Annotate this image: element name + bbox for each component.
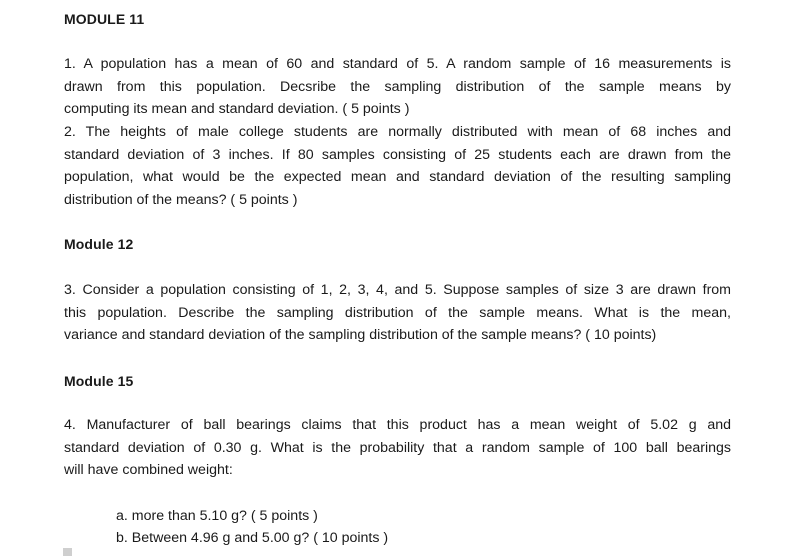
question-4-sub-b: b. Between 4.96 g and 5.00 g? ( 10 points ): [116, 530, 389, 546]
question-1-line: drawn from this population. Decsribe the sampling distribution of the sample means by: [64, 78, 731, 95]
question-1: [64, 53, 731, 121]
question-1-line: 1. A population has a mean of 60 and standard of 5. A random sample of 16 measurements is: [64, 56, 731, 72]
question-2-line: 2. The heights of male college students are normally distributed with mean of 68 inches and: [64, 124, 731, 140]
module-12-heading: Module 12: [64, 236, 134, 252]
question-2-line: population, what would be the expected mean and standard deviation of the resulting sampling: [64, 169, 731, 185]
question-3-line: 3. Consider a population consisting of 1, 2, 3, 4, and 5. Suppose samples of size 3 are drawn from: [64, 282, 731, 298]
question-4-sub-a: a. more than 5.10 g? ( 5 points ): [116, 508, 318, 524]
question-2-line: distribution of the means? ( 5 points ): [64, 191, 298, 208]
module-11-heading: MODULE 11: [64, 11, 145, 27]
question-3-line: this population. Describe the sampling distribution of the sample means. What is the mean,: [64, 304, 731, 321]
question-4: [64, 414, 731, 482]
margin-mark: [63, 548, 72, 556]
question-4-line: will have combined weight:: [64, 462, 233, 478]
question-1-line: computing its mean and standard deviation. ( 5 points ): [64, 101, 410, 117]
module-15-heading: Module 15: [64, 373, 134, 389]
question-4-line: standard deviation of 0.30 g. What is the probability that a random sample of 100 ball bearings: [64, 439, 731, 456]
question-2-line: standard deviation of 3 inches. If 80 samples consisting of 25 students each are drawn from the: [64, 146, 731, 163]
question-4-line: 4. Manufacturer of ball bearings claims that this product has a mean weight of 5.02 g and: [64, 417, 731, 433]
question-3: [64, 279, 731, 347]
question-2: [64, 121, 731, 211]
question-3-line: variance and standard deviation of the sampling distribution of the sample means? ( 10 points): [64, 327, 657, 343]
